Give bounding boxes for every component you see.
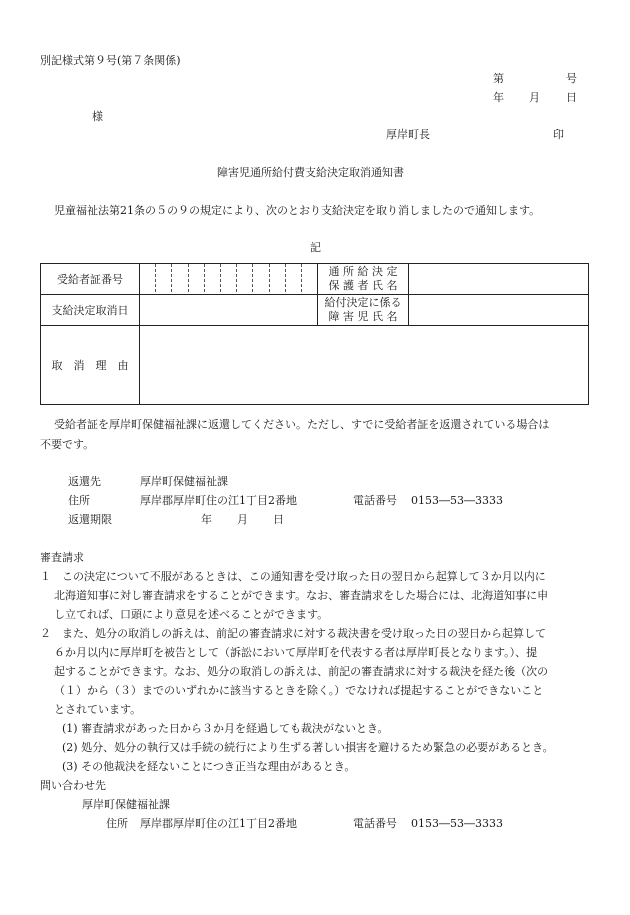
child-label-2: 障 害 児 氏 名 — [328, 310, 398, 323]
reason-label: 取 消 理 由 — [41, 326, 140, 405]
notice-table — [40, 263, 589, 405]
appeal-item2-line-4: （１）から（３）までのいずれかに該当するときを除く。）でなければ提起することができないこと — [54, 684, 544, 697]
return-tel-label: 電話番号 — [353, 494, 397, 507]
child-name-field[interactable] — [409, 295, 589, 326]
return-dest-value: 厚岸町保健福祉課 — [140, 475, 228, 488]
appeal-sub-3: (3) その他裁決を経ないことにつき正当な理由があるとき。 — [62, 760, 356, 773]
intro-text: 児童福祉法第21条の５の９の規定により、次のとおり支給決定を取り消しましたので通知します。 — [54, 204, 541, 217]
deadline-month: 月 — [237, 513, 248, 526]
contact-addr-label: 住所 — [106, 817, 128, 830]
appeal-item1-line-3: し立てれば、口頭により意見を述べることができます。 — [54, 608, 329, 621]
appeal-item2-line-5: とされています。 — [54, 703, 142, 716]
deadline-day: 日 — [273, 513, 284, 526]
date-month: 月 — [529, 91, 540, 104]
return-addr-value: 厚岸郡厚岸町住の江1丁目2番地 — [140, 494, 297, 507]
deadline-year: 年 — [201, 513, 212, 526]
issuer-name: 厚岸町長 — [386, 128, 430, 141]
guardian-label — [318, 264, 409, 295]
cancel-date-field[interactable] — [140, 295, 318, 326]
guardian-label-1: 通 所 給 決 定 — [328, 265, 398, 278]
number-prefix: 第 — [493, 72, 504, 85]
reason-field[interactable] — [140, 326, 589, 405]
return-deadline-label: 返還期限 — [68, 513, 112, 526]
return-dest-label: 返還先 — [68, 475, 101, 488]
contact-heading: 問い合わせ先 — [40, 779, 106, 792]
contact-office: 厚岸町保健福祉課 — [82, 798, 170, 811]
cert-no-label: 受給者証番号 — [41, 264, 140, 295]
cert-no-field[interactable] — [140, 264, 318, 295]
return-tel-value: 0153―53―3333 — [411, 494, 503, 507]
appeal-item1-line-2: 北海道知事に対し審査請求をすることができます。なお、審査請求をした場合には、北海道知事に申 — [54, 589, 549, 602]
appeal-heading: 審査請求 — [40, 551, 84, 564]
appeal-sub-1: (1) 審査請求があった日から３か月を経過しても裁決がないとき。 — [62, 722, 389, 735]
contact-tel-value: 0153―53―3333 — [411, 817, 503, 830]
seal-mark: 印 — [553, 128, 564, 141]
guardian-label-2: 保 護 者 氏 名 — [328, 279, 398, 292]
appeal-item1-line-1: １ この決定について不服があるときは、この通知書を受け取った日の翌日から起算して３か月以内に — [40, 570, 546, 583]
appeal-sub-2: (2) 処分、処分の執行又は手続の続行により生ずる著しい損害を避けるため緊急の必要があるとき。 — [62, 741, 554, 754]
addressee-suffix: 様 — [92, 110, 103, 123]
return-note-line-2: 不要です。 — [40, 438, 95, 451]
number-suffix: 号 — [566, 72, 577, 85]
date-day: 日 — [566, 91, 577, 104]
ki-mark: 記 — [310, 241, 321, 254]
appeal-item2-line-3: 起することができます。なお、処分の取消しの訴えは、前記の審査請求に対する裁決を経た後（次の — [54, 665, 549, 678]
form-label: 別記様式第９号(第７条関係) — [40, 54, 181, 67]
return-addr-label: 住所 — [68, 494, 90, 507]
guardian-name-field[interactable] — [409, 264, 589, 295]
cancel-date-label: 支給決定取消日 — [41, 295, 140, 326]
document-title: 障害児通所給付費支給決定取消通知書 — [217, 166, 404, 179]
contact-addr-value: 厚岸郡厚岸町住の江1丁目2番地 — [140, 817, 297, 830]
date-year: 年 — [493, 91, 504, 104]
child-label — [318, 295, 409, 326]
appeal-item2-line-2: ６か月以内に厚岸町を被告として（訴訟において厚岸町を代表する者は厚岸町長となります。）、提 — [54, 646, 538, 659]
appeal-item2-line-1: ２ また、処分の取消しの訴えは、前記の審査請求に対する裁決書を受け取った日の翌日から起算して — [40, 627, 546, 640]
return-note-line-1: 受給者証を厚岸町保健福祉課に返還してください。ただし、すでに受給者証を返還されている場合は — [54, 418, 550, 431]
child-label-1: 給付決定に係る — [324, 296, 402, 309]
cert-no-digit-boxes — [140, 264, 317, 294]
contact-tel-label: 電話番号 — [353, 817, 397, 830]
